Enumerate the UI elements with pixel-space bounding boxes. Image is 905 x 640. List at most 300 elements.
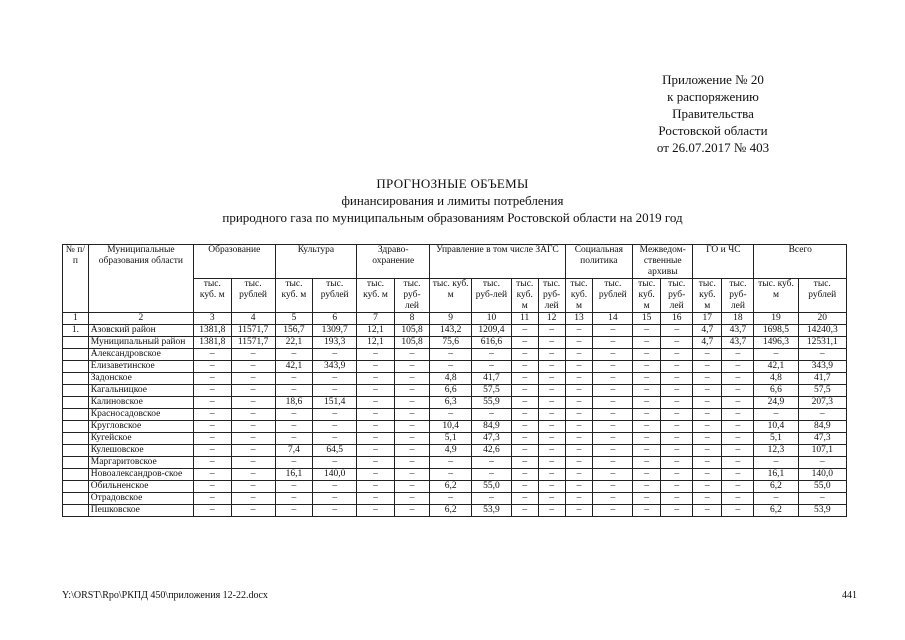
table-cell: 41,7 (798, 373, 847, 385)
column-number: 18 (722, 313, 754, 325)
table-cell: – (722, 397, 754, 409)
header-unit: тыс. куб. м (693, 279, 722, 313)
table-cell: – (693, 385, 722, 397)
row-number (63, 481, 89, 493)
table-cell: – (538, 481, 565, 493)
table-cell: – (357, 457, 395, 469)
table-cell: – (394, 421, 429, 433)
header-unit: тыс. куб. м (357, 279, 395, 313)
column-number: 12 (538, 313, 565, 325)
table-cell: – (193, 481, 231, 493)
table-cell: 42,1 (275, 361, 313, 373)
row-number (63, 397, 89, 409)
header-group: Социальная политика (565, 245, 633, 279)
table-cell: 1381,8 (193, 325, 231, 337)
table-cell: – (231, 361, 275, 373)
table-cell: – (565, 469, 593, 481)
municipality-name: Калиновское (88, 397, 193, 409)
table-cell: – (593, 337, 633, 349)
table-cell: 6,6 (430, 385, 472, 397)
row-number (63, 337, 89, 349)
table-cell: – (565, 349, 593, 361)
table-cell: – (538, 373, 565, 385)
municipality-name: Елизаветинское (88, 361, 193, 373)
table-cell: – (538, 349, 565, 361)
header-unit: тыс. рублей (313, 279, 357, 313)
header-group: ГО и ЧС (693, 245, 754, 279)
table-cell: – (661, 493, 693, 505)
table-cell: – (565, 433, 593, 445)
table-cell: – (472, 409, 512, 421)
table-cell: – (693, 373, 722, 385)
table-row (63, 397, 847, 409)
column-number: 19 (754, 313, 798, 325)
table-row (63, 349, 847, 361)
header-municipality: Муниципальные образования области (88, 245, 193, 313)
municipality-name: Александровское (88, 349, 193, 361)
table-cell: – (394, 445, 429, 457)
row-number (63, 457, 89, 469)
table-row (63, 421, 847, 433)
row-number (63, 361, 89, 373)
table-row (63, 457, 847, 469)
table-cell: – (357, 373, 395, 385)
file-path: Y:\ORST\Rpo\РКПД 450\приложения 12-22.docx (62, 590, 268, 601)
table-cell: – (538, 409, 565, 421)
table-cell: – (693, 361, 722, 373)
table-cell: – (593, 505, 633, 517)
table-cell: 14240,3 (798, 325, 847, 337)
table-cell: – (661, 349, 693, 361)
table-cell: – (472, 469, 512, 481)
table-cell: – (693, 481, 722, 493)
table-cell: – (593, 385, 633, 397)
table-cell: – (511, 397, 538, 409)
annex-line: к распоряжению (667, 89, 759, 104)
table-row (63, 505, 847, 517)
header-unit: тыс. руб-лей (538, 279, 565, 313)
table-cell: – (538, 469, 565, 481)
annex-line: Приложение № 20 (662, 72, 764, 87)
table-cell: – (633, 481, 661, 493)
table-cell: – (593, 349, 633, 361)
table-cell: – (661, 325, 693, 337)
table-row (63, 433, 847, 445)
table-cell: – (565, 481, 593, 493)
table-cell: – (661, 385, 693, 397)
table-cell: 47,3 (472, 433, 512, 445)
table-cell: – (357, 385, 395, 397)
municipality-name: Пешковское (88, 505, 193, 517)
table-cell: – (538, 421, 565, 433)
table-cell: – (511, 433, 538, 445)
table-cell: – (357, 505, 395, 517)
header-unit: тыс. куб. м (275, 279, 313, 313)
header-unit: тыс. куб. м (565, 279, 593, 313)
table-cell: – (633, 469, 661, 481)
table-cell: – (430, 493, 472, 505)
table-cell: – (511, 457, 538, 469)
row-number (63, 445, 89, 457)
table-cell: – (511, 361, 538, 373)
table-cell: – (357, 493, 395, 505)
table-cell: – (231, 445, 275, 457)
table-cell: – (430, 457, 472, 469)
row-number (63, 493, 89, 505)
header-unit: тыс. куб. м (633, 279, 661, 313)
table-cell: – (722, 445, 754, 457)
table-cell: – (231, 469, 275, 481)
column-number: 8 (394, 313, 429, 325)
table-cell: – (722, 373, 754, 385)
table-cell: – (511, 421, 538, 433)
table-cell: 4,7 (693, 337, 722, 349)
table-cell: – (661, 409, 693, 421)
table-cell: – (633, 373, 661, 385)
header-unit: тыс. куб. м (511, 279, 538, 313)
table-cell: – (722, 349, 754, 361)
table-cell: – (538, 457, 565, 469)
table-cell: – (275, 481, 313, 493)
column-number: 6 (313, 313, 357, 325)
table-cell: – (313, 349, 357, 361)
table-cell: 105,8 (394, 325, 429, 337)
row-number (63, 349, 89, 361)
table-cell: – (565, 325, 593, 337)
title-line-3: природного газа по муниципальным образованиям Ростовской области на 2019 год (222, 210, 683, 225)
column-number: 3 (193, 313, 231, 325)
table-cell: – (565, 457, 593, 469)
table-cell: – (565, 445, 593, 457)
title-line-1: ПРОГНОЗНЫЕ ОБЪЕМЫ (376, 176, 529, 191)
table-cell: 616,6 (472, 337, 512, 349)
table-cell: 11571,7 (231, 337, 275, 349)
table-cell: – (511, 373, 538, 385)
table-cell: 11571,7 (231, 325, 275, 337)
table-cell: – (593, 493, 633, 505)
table-cell: 43,7 (722, 337, 754, 349)
table-cell: – (394, 349, 429, 361)
table-cell: – (661, 337, 693, 349)
table-cell: – (394, 469, 429, 481)
table-cell: – (430, 469, 472, 481)
header-unit: тыс. рублей (231, 279, 275, 313)
table-cell: – (357, 445, 395, 457)
row-number (63, 469, 89, 481)
column-number-row (63, 313, 847, 325)
table-cell: – (357, 481, 395, 493)
table-cell: – (754, 349, 798, 361)
table-cell: – (722, 505, 754, 517)
table-cell: – (313, 373, 357, 385)
table-cell: 57,5 (472, 385, 512, 397)
table-cell: – (722, 385, 754, 397)
table-cell: 151,4 (313, 397, 357, 409)
table-cell: – (565, 397, 593, 409)
table-cell: – (511, 349, 538, 361)
table-cell: 7,4 (275, 445, 313, 457)
table-cell: 6,2 (754, 481, 798, 493)
table-cell: – (275, 409, 313, 421)
table-cell: – (722, 481, 754, 493)
table-cell: – (693, 421, 722, 433)
header-unit: тыс. руб-лей (472, 279, 512, 313)
table-cell: 84,9 (472, 421, 512, 433)
table-cell: 75,6 (430, 337, 472, 349)
header-unit: тыс. руб-лей (722, 279, 754, 313)
table-cell: – (693, 397, 722, 409)
row-number (63, 421, 89, 433)
table-row (63, 373, 847, 385)
table-row (63, 469, 847, 481)
table-cell: – (472, 349, 512, 361)
table-cell: 53,9 (472, 505, 512, 517)
table-cell: – (394, 385, 429, 397)
table-cell: – (357, 469, 395, 481)
municipality-name: Задонское (88, 373, 193, 385)
table-row (63, 493, 847, 505)
table-cell: – (313, 409, 357, 421)
table-cell: – (394, 481, 429, 493)
column-number: 4 (231, 313, 275, 325)
table-cell: – (565, 409, 593, 421)
table-cell: – (511, 409, 538, 421)
table-cell: – (633, 361, 661, 373)
table-cell: 207,3 (798, 397, 847, 409)
table-cell: – (693, 457, 722, 469)
table-cell: – (565, 385, 593, 397)
column-number: 13 (565, 313, 593, 325)
table-cell: 105,8 (394, 337, 429, 349)
municipality-name: Отрадовское (88, 493, 193, 505)
table-cell: 193,3 (313, 337, 357, 349)
header-unit: тыс. руб-лей (394, 279, 429, 313)
table-cell: – (472, 493, 512, 505)
table-cell: 143,2 (430, 325, 472, 337)
table-cell: – (633, 349, 661, 361)
table-cell: – (275, 505, 313, 517)
table-cell: – (538, 337, 565, 349)
header-unit: тыс. куб. м (193, 279, 231, 313)
table-cell: 156,7 (275, 325, 313, 337)
table-cell: – (538, 433, 565, 445)
table-cell: – (193, 373, 231, 385)
column-number: 15 (633, 313, 661, 325)
table-cell: – (430, 349, 472, 361)
column-number: 2 (88, 313, 193, 325)
table-row (63, 325, 847, 337)
table-cell: 64,5 (313, 445, 357, 457)
table-cell: – (231, 349, 275, 361)
table-cell: – (693, 445, 722, 457)
table-row (63, 361, 847, 373)
municipality-name: Новоалександров-ское (88, 469, 193, 481)
header-group: Управление в том числе ЗАГС (430, 245, 565, 279)
table-cell: 57,5 (798, 385, 847, 397)
table-cell: – (754, 493, 798, 505)
table-cell: – (511, 469, 538, 481)
table-cell: 6,3 (430, 397, 472, 409)
table-cell: – (661, 505, 693, 517)
header-unit: тыс. руб-лей (661, 279, 693, 313)
table-cell: 10,4 (754, 421, 798, 433)
table-cell: – (313, 421, 357, 433)
table-cell: – (231, 493, 275, 505)
table-cell: – (722, 361, 754, 373)
table-cell: – (231, 481, 275, 493)
table-cell: – (661, 397, 693, 409)
table-cell: – (722, 433, 754, 445)
table-cell: 4,9 (430, 445, 472, 457)
table-cell: – (593, 445, 633, 457)
header-unit: тыс. рублей (798, 279, 847, 313)
table-cell: 12,1 (357, 325, 395, 337)
table-cell: – (313, 433, 357, 445)
document-title (0, 175, 905, 226)
table-cell: 12,1 (357, 337, 395, 349)
table-row (63, 385, 847, 397)
table-cell: 6,2 (430, 505, 472, 517)
table-row (63, 337, 847, 349)
column-number: 7 (357, 313, 395, 325)
table-cell: – (633, 409, 661, 421)
table-cell: – (661, 373, 693, 385)
table-cell: – (661, 361, 693, 373)
table-cell: – (538, 361, 565, 373)
table-cell: 4,8 (430, 373, 472, 385)
table-cell: 5,1 (430, 433, 472, 445)
header-group: Культура (275, 245, 357, 279)
column-number: 17 (693, 313, 722, 325)
table-cell: – (593, 409, 633, 421)
table-cell: – (633, 337, 661, 349)
table-cell: – (593, 421, 633, 433)
table-cell: – (275, 421, 313, 433)
table-cell: – (722, 493, 754, 505)
row-number: 1. (63, 325, 89, 337)
table-cell: – (754, 409, 798, 421)
header-num: № п/п (63, 245, 89, 313)
column-number: 10 (472, 313, 512, 325)
table-cell: 16,1 (275, 469, 313, 481)
header-group: Образование (193, 245, 275, 279)
table-cell: – (231, 457, 275, 469)
table-cell: – (593, 469, 633, 481)
table-row (63, 481, 847, 493)
table-cell: – (511, 445, 538, 457)
table-body (63, 313, 847, 517)
table-cell: 12531,1 (798, 337, 847, 349)
table-cell: – (565, 361, 593, 373)
row-number (63, 505, 89, 517)
table-cell: – (357, 409, 395, 421)
table-cell: – (633, 493, 661, 505)
table-cell: – (472, 361, 512, 373)
table-cell: 55,0 (472, 481, 512, 493)
municipality-name: Муниципальный район (88, 337, 193, 349)
table-cell: – (633, 325, 661, 337)
table-cell: 84,9 (798, 421, 847, 433)
table-cell: – (394, 433, 429, 445)
table-cell: – (565, 373, 593, 385)
table-cell: – (798, 457, 847, 469)
table-cell: – (538, 445, 565, 457)
table-cell: – (633, 397, 661, 409)
table-cell: – (538, 325, 565, 337)
annex-line: Ростовской области (658, 123, 768, 138)
table-cell: – (798, 493, 847, 505)
table-cell: – (511, 337, 538, 349)
table-cell: – (313, 481, 357, 493)
table-cell: – (394, 457, 429, 469)
table-cell: – (722, 409, 754, 421)
table-cell: 18,6 (275, 397, 313, 409)
table-cell: – (394, 493, 429, 505)
table-cell: – (593, 457, 633, 469)
municipality-name: Обильненское (88, 481, 193, 493)
row-number (63, 385, 89, 397)
table-row (63, 409, 847, 421)
gas-limits-table (62, 244, 847, 517)
table-cell: 43,7 (722, 325, 754, 337)
table-cell: – (193, 433, 231, 445)
table-cell: – (693, 493, 722, 505)
table-cell: – (357, 421, 395, 433)
row-number (63, 373, 89, 385)
table-cell: – (394, 361, 429, 373)
table-cell: 140,0 (313, 469, 357, 481)
table-cell: – (661, 433, 693, 445)
table-cell: 1381,8 (193, 337, 231, 349)
table-cell: – (633, 433, 661, 445)
row-number (63, 433, 89, 445)
municipality-name: Кругловское (88, 421, 193, 433)
table-cell: – (394, 397, 429, 409)
table-cell: 6,2 (754, 505, 798, 517)
table-cell: – (633, 385, 661, 397)
table-cell: 4,7 (693, 325, 722, 337)
municipality-name: Азовский район (88, 325, 193, 337)
table-cell: – (394, 373, 429, 385)
table-cell: – (275, 457, 313, 469)
table-cell: – (511, 493, 538, 505)
table-cell: 55,9 (472, 397, 512, 409)
table-cell: – (193, 505, 231, 517)
header-unit: тыс. куб. м (754, 279, 798, 313)
table-cell: – (633, 445, 661, 457)
table-cell: – (633, 505, 661, 517)
header-group: Всего (754, 245, 847, 279)
table-cell: 6,2 (430, 481, 472, 493)
table-cell: – (538, 493, 565, 505)
header-row-groups (63, 245, 847, 279)
table-cell: – (275, 385, 313, 397)
table-cell: – (693, 469, 722, 481)
table-cell: – (357, 361, 395, 373)
table-cell: – (231, 385, 275, 397)
table-cell: – (593, 397, 633, 409)
table-cell: 16,1 (754, 469, 798, 481)
table-cell: – (193, 385, 231, 397)
header-group: Здраво-охранение (357, 245, 430, 279)
table-cell: – (565, 337, 593, 349)
table-cell: 107,1 (798, 445, 847, 457)
table-cell: – (193, 445, 231, 457)
municipality-name: Кагальницкое (88, 385, 193, 397)
table-cell: 42,6 (472, 445, 512, 457)
table-cell: – (593, 373, 633, 385)
table-cell: 42,1 (754, 361, 798, 373)
